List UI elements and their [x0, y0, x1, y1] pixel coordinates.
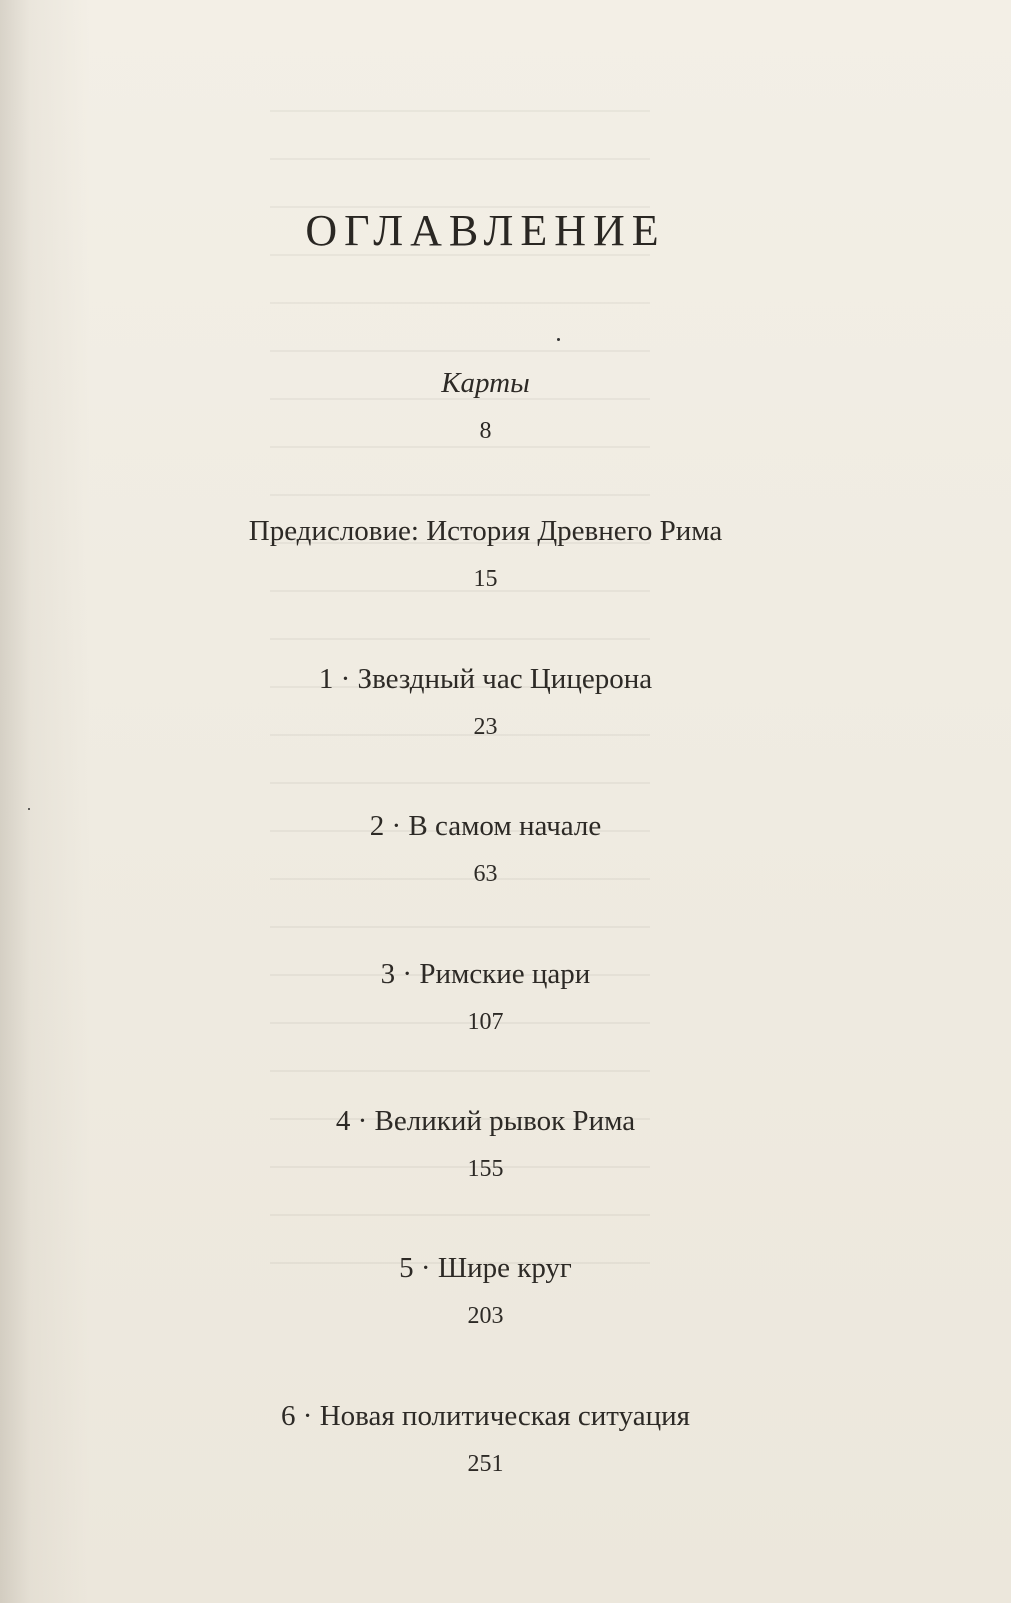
toc-entry-page: 8 [479, 418, 492, 444]
toc-entry-title: 5 · Шире круг [399, 1252, 572, 1284]
toc-entry-page: 23 [473, 714, 498, 740]
page-title: ОГЛАВЛЕНИЕ [305, 206, 666, 255]
toc-entry-title: 2 · В самом начале [369, 810, 602, 842]
toc-entry-title: 3 · Римские цари [380, 958, 591, 990]
toc-entry-title: 1 · Звездный час Цицерона [318, 663, 653, 695]
toc-entry-page: 107 [467, 1009, 504, 1035]
toc-entry-page: 155 [467, 1156, 504, 1182]
toc-entry-page: 251 [467, 1451, 504, 1477]
toc-entry-title: Карты [441, 367, 530, 399]
toc-entry-title: Предисловие: История Древнего Рима [248, 515, 723, 547]
toc-entry-page: 63 [473, 861, 498, 887]
toc-entry-page: 15 [473, 566, 498, 592]
toc-entry-title: 4 · Великий рывок Рима [335, 1105, 636, 1137]
toc-entry-page: 203 [467, 1303, 504, 1329]
toc-entry-title: 6 · Новая политическая ситуация [281, 1400, 690, 1432]
speck [557, 338, 560, 341]
